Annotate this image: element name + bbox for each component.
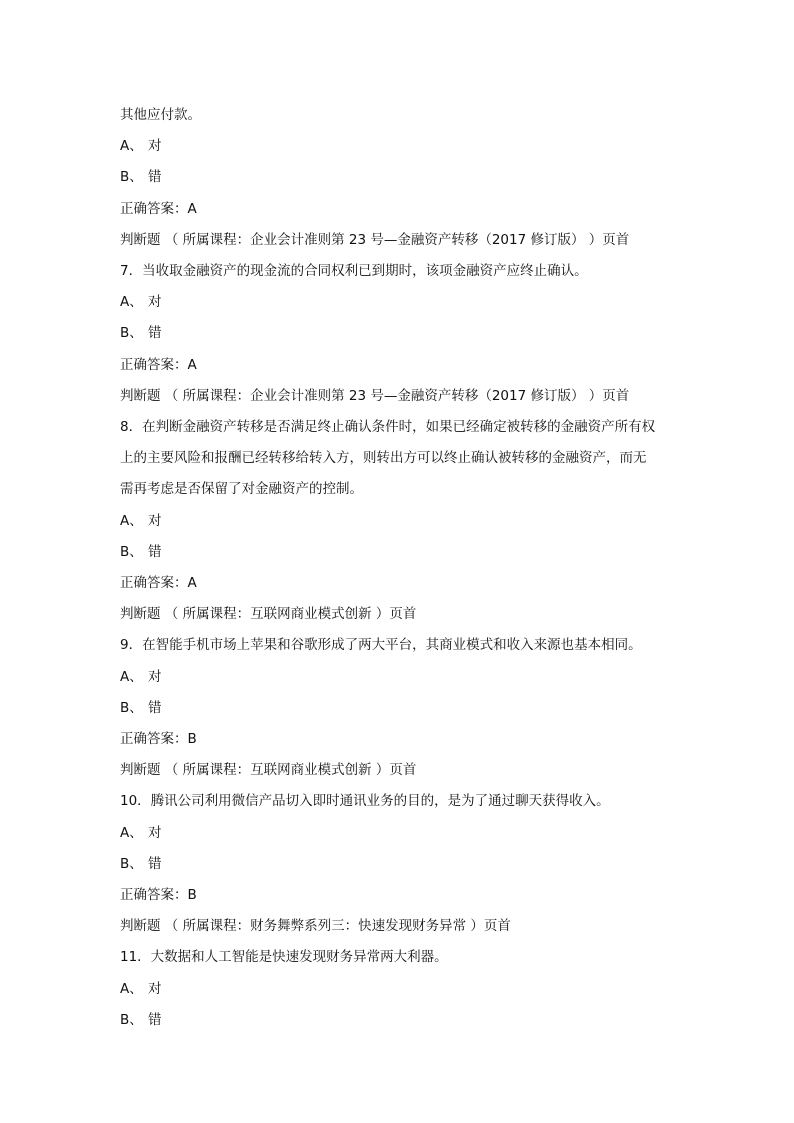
correct-answer: 正确答案：A xyxy=(120,575,197,592)
correct-answer: 正确答案：B xyxy=(120,731,197,748)
option-text: 错 xyxy=(148,699,162,716)
question-text: 其他应付款。 xyxy=(120,107,201,123)
option-letter: A、 xyxy=(120,138,143,155)
option-letter: A、 xyxy=(120,294,143,311)
option-letter: B、 xyxy=(120,1011,143,1028)
option-text: 对 xyxy=(148,668,162,685)
question-text: 需再考虑是否保留了对金融资产的控制。 xyxy=(120,481,363,498)
option-letter: B、 xyxy=(120,699,143,716)
option-text: 错 xyxy=(148,543,162,560)
option-letter: A、 xyxy=(120,824,143,841)
question-text: 10．腾讯公司利用微信产品切入即时通讯业务的目的，是为了通过聊天获得收入。 xyxy=(120,793,610,810)
option-a xyxy=(120,818,680,849)
option-text: 错 xyxy=(148,855,162,872)
option-letter: B、 xyxy=(120,169,143,186)
question-meta: 判断题 （ 所属课程：互联网商业模式创新 ）页首 xyxy=(120,606,417,623)
correct-answer: 正确答案：A xyxy=(120,356,197,373)
question-text: 9．在智能手机市场上苹果和谷歌形成了两大平台，其商业模式和收入来源也基本相同。 xyxy=(120,637,642,654)
option-text: 对 xyxy=(148,294,162,311)
option-text: 对 xyxy=(148,824,162,841)
option-b xyxy=(120,162,680,193)
option-a xyxy=(120,287,680,318)
option-text: 错 xyxy=(148,1011,162,1028)
option-a xyxy=(120,131,680,162)
question-text: 11．大数据和人工智能是快速发现财务异常两大利器。 xyxy=(120,949,448,966)
option-b xyxy=(120,537,680,568)
correct-answer: 正确答案：A xyxy=(120,200,197,217)
option-text: 对 xyxy=(148,512,162,529)
question-text: 上的主要风险和报酬已经转移给转入方，则转出方可以终止确认被转移的金融资产，而无 xyxy=(120,450,647,467)
option-text: 错 xyxy=(148,169,162,186)
option-b xyxy=(120,318,680,349)
correct-answer: 正确答案：B xyxy=(120,887,197,904)
question-text: 8．在判断金融资产转移是否满足终止确认条件时，如果已经确定被转移的金融资产所有权 xyxy=(120,419,656,436)
option-a xyxy=(120,506,680,537)
option-letter: A、 xyxy=(120,512,143,529)
option-letter: B、 xyxy=(120,325,143,342)
option-letter: B、 xyxy=(120,855,143,872)
option-b xyxy=(120,1005,680,1036)
option-letter: B、 xyxy=(120,543,143,560)
option-text: 对 xyxy=(148,138,162,155)
question-meta: 判断题 （ 所属课程：企业会计准则第 23 号—金融资产转移（2017 修订版） ）页首 xyxy=(120,231,630,248)
option-b xyxy=(120,693,680,724)
option-text: 对 xyxy=(148,980,162,997)
question-text: 7．当收取金融资产的现金流的合同权利已到期时，该项金融资产应终止确认。 xyxy=(120,263,588,280)
option-letter: A、 xyxy=(120,668,143,685)
question-meta: 判断题 （ 所属课程：互联网商业模式创新 ）页首 xyxy=(120,762,417,779)
option-text: 错 xyxy=(148,325,162,342)
option-letter: A、 xyxy=(120,980,143,997)
question-list xyxy=(120,100,680,1036)
question-meta: 判断题 （ 所属课程：企业会计准则第 23 号—金融资产转移（2017 修订版） ）页首 xyxy=(120,387,630,404)
option-a xyxy=(120,662,680,693)
question-meta: 判断题 （ 所属课程：财务舞弊系列三：快速发现财务异常 ）页首 xyxy=(120,918,511,935)
option-b xyxy=(120,849,680,880)
option-a xyxy=(120,974,680,1005)
